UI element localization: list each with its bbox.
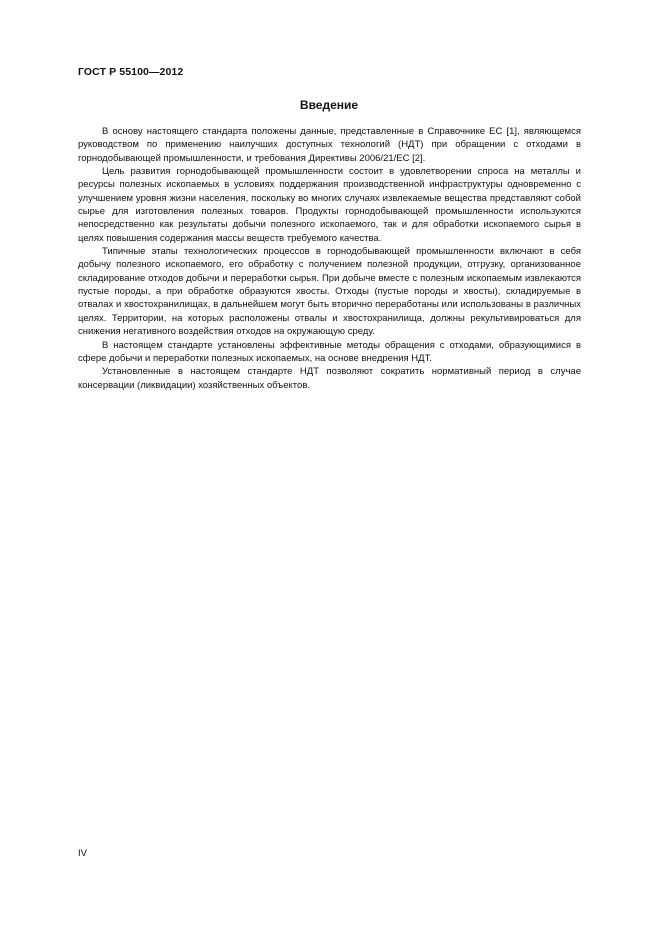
paragraph-5: Установленные в настоящем стандарте НДТ позволяют сократить нормативный период в случае консервации (ликвидации) хозяйственных объектов.	[78, 366, 581, 391]
introduction-body	[78, 125, 581, 392]
paragraph-3: Типичные этапы технологических процессов в горнодобывающей промышленности включают в себя добычу полезного ископаемого, его обработку с получением полезной продукции, отгрузку, организованное складирование отходов добычи и переработки сырья. При добыче вместе с полезным ископаемым извлекаются пустые породы, а при обработке образуются хвосты. Отходы (пустые породы и хвосты), складируемые в отвалах и хвостохранилищах, в дальнейшем могут быть вторично переработаны или использованы в различных целях. Территории, на которых расположены отвалы и хвостохранилища, должны рекультивироваться для снижения негативного воздействия отходов на окружающую среду.	[78, 246, 581, 338]
paragraph-1: В основу настоящего стандарта положены данные, представленные в Справочнике ЕС [1], являющемся руководством по применению наилучших доступных технологий (НДТ) при обращении с отходами в горнодобывающей промышленности, и требования Директивы 2006/21/ЕС [2].	[78, 126, 581, 164]
paragraph-4: В настоящем стандарте установлены эффективные методы обращения с отходами, образующимися в сфере добычи и переработки полезных ископаемых, на основе внедрения НДТ.	[78, 339, 581, 364]
standard-header: ГОСТ Р 55100—2012	[78, 66, 184, 78]
page-number: IV	[78, 848, 87, 859]
paragraph-2: Цель развития горнодобывающей промышленности состоит в удовлетворении спроса на металлы и ресурсы полезных ископаемых в условиях поддержания производственной инфраструктуры одновременно с улучшением уровня жизни населения, поскольку во многих случаях извлекаемые вещества представляют собой сырье для изготовления полезных товаров. Продукты горнодобывающей промышленности используются непосредственно как результаты добычи полезного ископаемого, так и для обработки ископаемого сырья в целях повышения содержания массы веществ требуемого качества.	[78, 166, 581, 244]
section-title: Введение	[299, 98, 359, 112]
